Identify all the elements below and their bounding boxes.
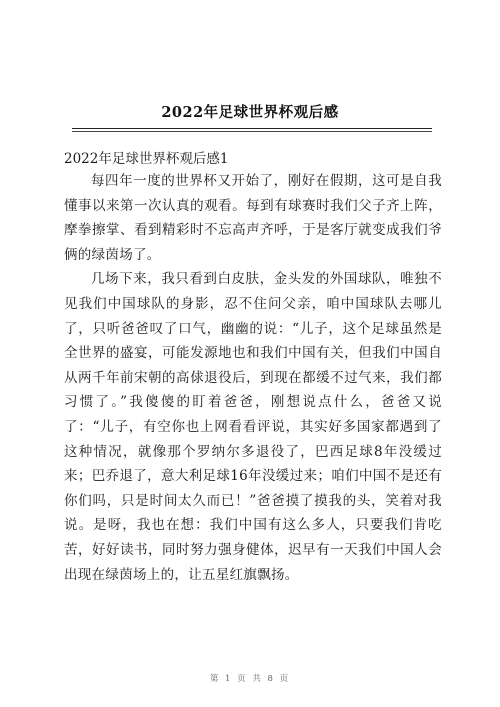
paragraph-1: 每四年一度的世界杯又开始了，刚好在假期，这可是自我懂事以来第一次认真的观看。每到有球赛时我们父子齐上阵，摩拳擦掌、看到精彩时不忘高声齐呼，于是客厅就变成我们爷俩的绿茵场了。 — [64, 173, 442, 263]
body-text — [64, 169, 442, 587]
page-title: 2022年足球世界杯观后感 — [161, 104, 339, 121]
section-heading: 2022年足球世界杯观后感1 — [64, 151, 229, 167]
title-divider — [72, 128, 432, 132]
page-footer: 第 1 页 共 8 页 — [209, 674, 291, 684]
paragraph-2: 几场下来，我只看到白皮肤，金头发的外国球队，唯独不见我们中国球队的身影，忍不住问父亲，咱中国球队去哪儿了，只听爸爸叹了口气，幽幽的说：“儿子，这个足球虽然是全世界的盛宴，可能发源地也和我们中国有关，但我们中国自从两千年前宋朝的高俅退役后，到现在都缓不过气来，我们都习惯了。”我傻傻的盯着爸爸，刚想说点什么，爸爸又说了：“儿子，有空你也上网看看评说，其实好多国家都遇到了这种情况，就像那个罗纳尔多退役了，巴西足球8年没缓过来；巴乔退了，意大利足球16年没缓过来；咱们中国不是还有你们吗，只是时间太久而已！”爸爸摸了摸我的头，笑着对我说。是呀，我也在想：我们中国有这么多人，只要我们肯吃苦，好好读书，同时努力强身健体，迟早有一天我们中国人会出现在绿茵场上的，让五星红旗飘扬。 — [64, 271, 442, 583]
